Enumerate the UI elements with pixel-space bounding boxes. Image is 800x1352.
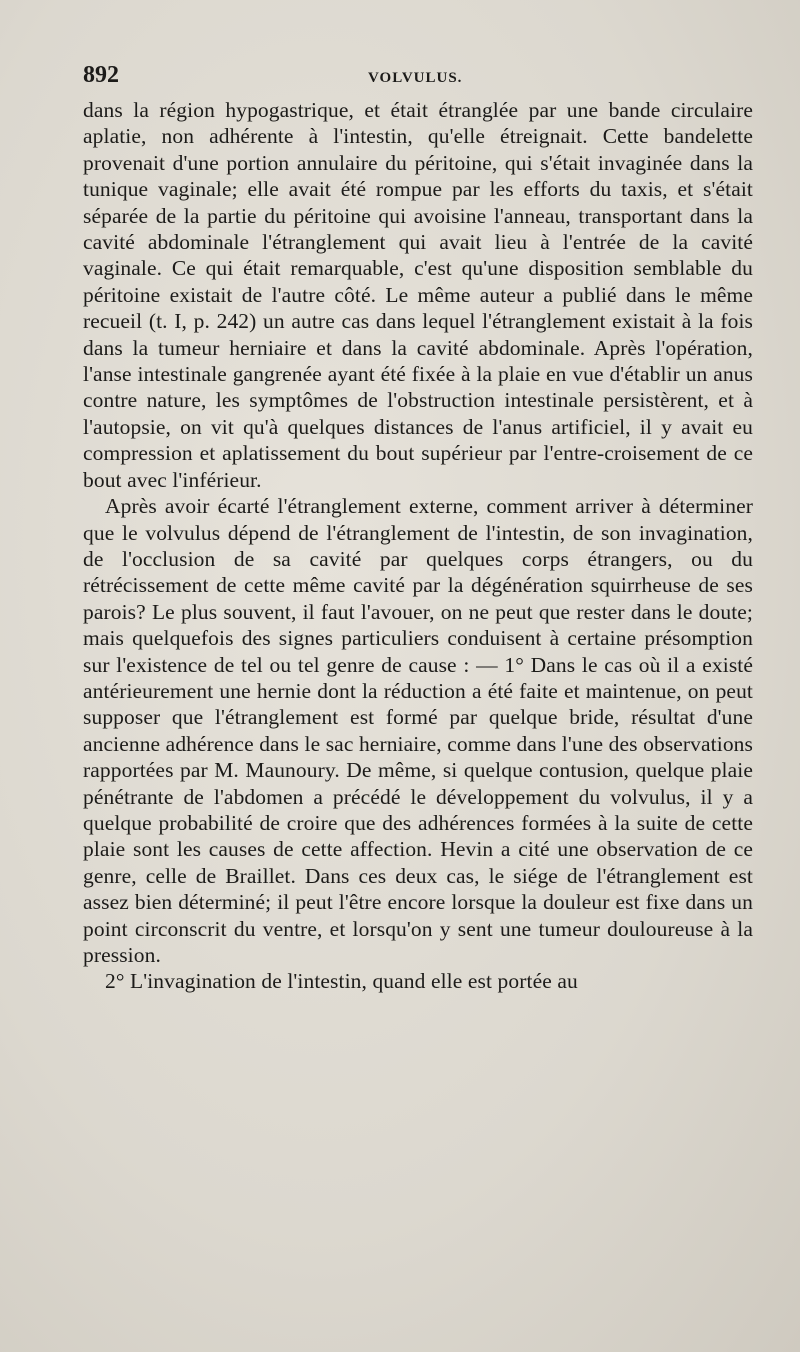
- running-title: VOLVULUS.: [368, 70, 463, 86]
- page-number: 892: [83, 62, 119, 88]
- paragraph-continuation: dans la région hypogastrique, et était étranglée par une bande circulaire aplatie, non adhérente à l'intestin, qu'elle étreignait. Cette bandelette provenait d'une portion annulaire du péritoine, qui s'était invaginée dans la tunique vaginale; elle avait été rompue par les efforts du taxis, et s'était séparée de la partie du péritoine qui avoisine l'anneau, transportant dans la cavité abdominale l'étranglement qui avait lieu à l'entrée de la cavité vaginale. Ce qui était remarquable, c'est qu'une disposition semblable du péritoine existait de l'autre côté. Le même auteur a publié dans le même recueil (t. I, p. 242) un autre cas dans lequel l'étranglement existait à la fois dans la tumeur herniaire et dans la cavité abdominale. Après l'opération, l'anse intestinale gangrenée ayant été fixée à la plaie en vue d'établir un anus contre nature, les symptômes de l'obstruction intestinale persistèrent, et à l'autopsie, on vit qu'à quelques distances de l'anus artificiel, il y avait eu compression et aplatissement du bout supérieur par l'entre-croisement de ce bout avec l'inférieur.: [83, 98, 753, 492]
- page-header: [83, 62, 753, 98]
- paragraph-diagnosis: Après avoir écarté l'étranglement externe, comment arriver à déterminer que le volvulus dépend de l'étranglement de l'intestin, de son invagination, de l'occlusion de sa cavité par quelques corps étrangers, ou du rétrécissement de cette même cavité par la dégénération squirrheuse de ses parois? Le plus souvent, il faut l'avouer, on ne peut que rester dans le doute; mais quelquefois des signes particuliers conduisent à certaine présomption sur l'existence de tel ou tel genre de cause : — 1° Dans le cas où il a existé antérieurement une hernie dont la réduction a été faite et maintenue, on peut supposer que l'étranglement est formé par quelque bride, résultat d'une ancienne adhérence dans le sac herniaire, comme dans l'une des observations rapportées par M. Maunoury. De même, si quelque contusion, quelque plaie pénétrante de l'abdomen a précédé le développement du volvulus, il y a quelque probabilité de croire que des adhérences formées à la suite de cette plaie sont les causes de cette affection. Hevin a cité une observation de ce genre, celle de Braillet. Dans ces deux cas, le siége de l'étranglement est assez bien déterminé; il peut l'être encore lorsque la douleur est fixe dans un point circonscrit du ventre, et lorsqu'on y sent une tumeur douloureuse à la pression.: [83, 494, 753, 967]
- paragraph-invagination: 2° L'invagination de l'intestin, quand elle est portée au: [105, 969, 578, 994]
- body-text: [83, 97, 753, 995]
